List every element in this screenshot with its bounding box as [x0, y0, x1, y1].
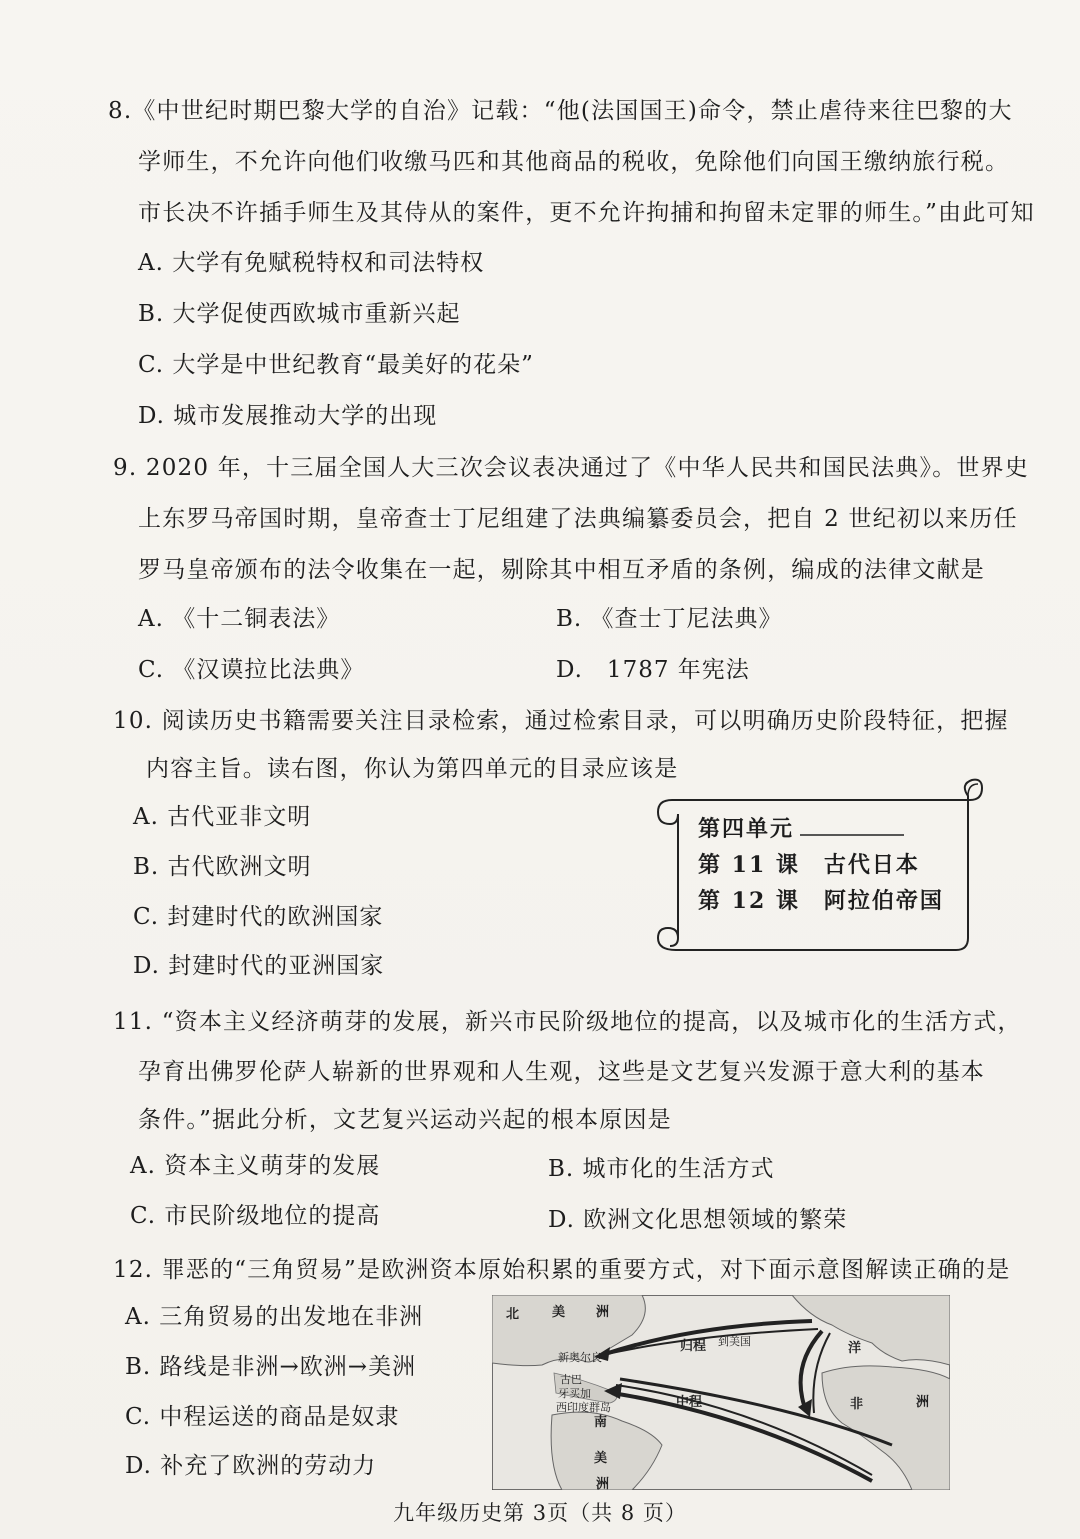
q11-line-2: 孕育出佛罗伦萨人崭新的世界观和人生观，这些是文艺复兴发源于意大利的基本	[138, 1059, 985, 1085]
q9-option-c[interactable]: C. 《汉谟拉比法典》	[138, 657, 365, 683]
q9-option-d[interactable]: D. 1787 年宪法	[556, 657, 750, 683]
q12-option-b[interactable]: B. 路线是非洲→欧洲→美洲	[125, 1354, 417, 1380]
q11-line-1: 11. “资本主义经济萌芽的发展，新兴市民阶级地位的提高，以及城市化的生活方式，	[113, 1009, 1022, 1035]
q10-option-c[interactable]: C. 封建时代的欧洲国家	[133, 904, 384, 930]
map-label-ocean: 洋	[848, 1341, 862, 1356]
map-label-north-1: 北	[506, 1307, 520, 1322]
q9-line-3: 罗马皇帝颁布的法令收集在一起，剔除其中相互矛盾的条例，编成的法律文献是	[138, 557, 985, 583]
q12-option-d[interactable]: D. 补充了欧洲的劳动力	[125, 1453, 377, 1479]
q10-option-d[interactable]: D. 封建时代的亚洲国家	[133, 953, 385, 979]
q12-line-1: 12. 罪恶的“三角贸易”是欧洲资本原始积累的重要方式，对下面示意图解读正确的是	[113, 1257, 1011, 1283]
q8-option-a[interactable]: A. 大学有免赋税特权和司法特权	[138, 250, 485, 276]
q11-option-c[interactable]: C. 市民阶级地位的提高	[130, 1203, 381, 1229]
map-label-africa-1: 非	[850, 1397, 864, 1412]
q11-option-a[interactable]: A. 资本主义萌芽的发展	[130, 1153, 381, 1179]
q10-option-a[interactable]: A. 古代亚非文明	[133, 804, 312, 830]
triangle-trade-map	[492, 1295, 950, 1490]
map-label-new-orleans: 新奥尔良	[558, 1351, 602, 1364]
map-label-middle: 中程	[676, 1395, 703, 1410]
q9-line-2: 上东罗马帝国时期，皇帝查士丁尼组建了法典编纂委员会，把自 2 世纪初以来历任	[138, 506, 1018, 532]
map-label-africa-2: 洲	[916, 1395, 930, 1410]
map-label-north-2: 美	[552, 1305, 566, 1320]
map-label-cuba: 古巴	[560, 1373, 582, 1386]
q11-option-d[interactable]: D. 欧洲文化思想领域的繁荣	[548, 1207, 848, 1233]
q9-option-b[interactable]: B. 《查士丁尼法典》	[556, 606, 783, 632]
scroll-lesson-11: 第 11 课 古代日本	[698, 852, 920, 878]
map-label-south-3: 洲	[596, 1477, 610, 1492]
q10-line-1: 10. 阅读历史书籍需要关注目录检索，通过检索目录，可以明确历史阶段特征，把握	[113, 708, 1009, 734]
page-footer: 九年级历史第 3页（共 8 页）	[393, 1501, 687, 1525]
map-label-south-2: 美	[594, 1451, 608, 1466]
q12-option-a[interactable]: A. 三角贸易的出发地在非洲	[125, 1304, 424, 1330]
q12-option-c[interactable]: C. 中程运送的商品是奴隶	[125, 1404, 400, 1430]
q9-line-1: 9. 2020 年，十三届全国人大三次会议表决通过了《中华人民共和国民法典》。世界史	[113, 455, 1029, 481]
map-label-return: 归程	[680, 1339, 707, 1354]
q8-option-b[interactable]: B. 大学促使西欧城市重新兴起	[138, 301, 461, 327]
q8-line-1: 8.《中世纪时期巴黎大学的自治》记载：“他(法国国王)命令，禁止虐待来往巴黎的大	[108, 98, 1013, 124]
map-label-return-goods: 到美国	[718, 1335, 751, 1348]
q8-line-2: 学师生，不允许向他们收缴马匹和其他商品的税收，免除他们向国王缴纳旅行税。	[138, 149, 1010, 175]
q9-option-a[interactable]: A. 《十二铜表法》	[138, 606, 341, 632]
table-of-contents-scroll	[652, 778, 987, 958]
q10-option-b[interactable]: B. 古代欧洲文明	[133, 854, 312, 880]
map-label-jamaica: 牙买加	[558, 1387, 591, 1400]
q11-option-b[interactable]: B. 城市化的生活方式	[548, 1156, 775, 1182]
scroll-lesson-12: 第 12 课 阿拉伯帝国	[698, 888, 944, 914]
map-label-north-3: 洲	[596, 1305, 610, 1320]
q11-line-3: 条件。”据此分析，文艺复兴运动兴起的根本原因是	[138, 1107, 672, 1133]
q10-line-2: 内容主旨。读右图，你认为第四单元的目录应该是	[146, 756, 679, 782]
q8-option-c[interactable]: C. 大学是中世纪教育“最美好的花朵”	[138, 352, 534, 378]
map-label-south-1: 南	[594, 1415, 608, 1430]
scroll-unit-title: 第四单元	[698, 816, 795, 842]
q8-option-d[interactable]: D. 城市发展推动大学的出现	[138, 403, 438, 429]
q8-line-3: 市长决不许插手师生及其侍从的案件，更不允许拘捕和拘留未定罪的师生。”由此可知	[138, 200, 1035, 226]
map-label-west-indies: 西印度群岛	[556, 1401, 611, 1414]
